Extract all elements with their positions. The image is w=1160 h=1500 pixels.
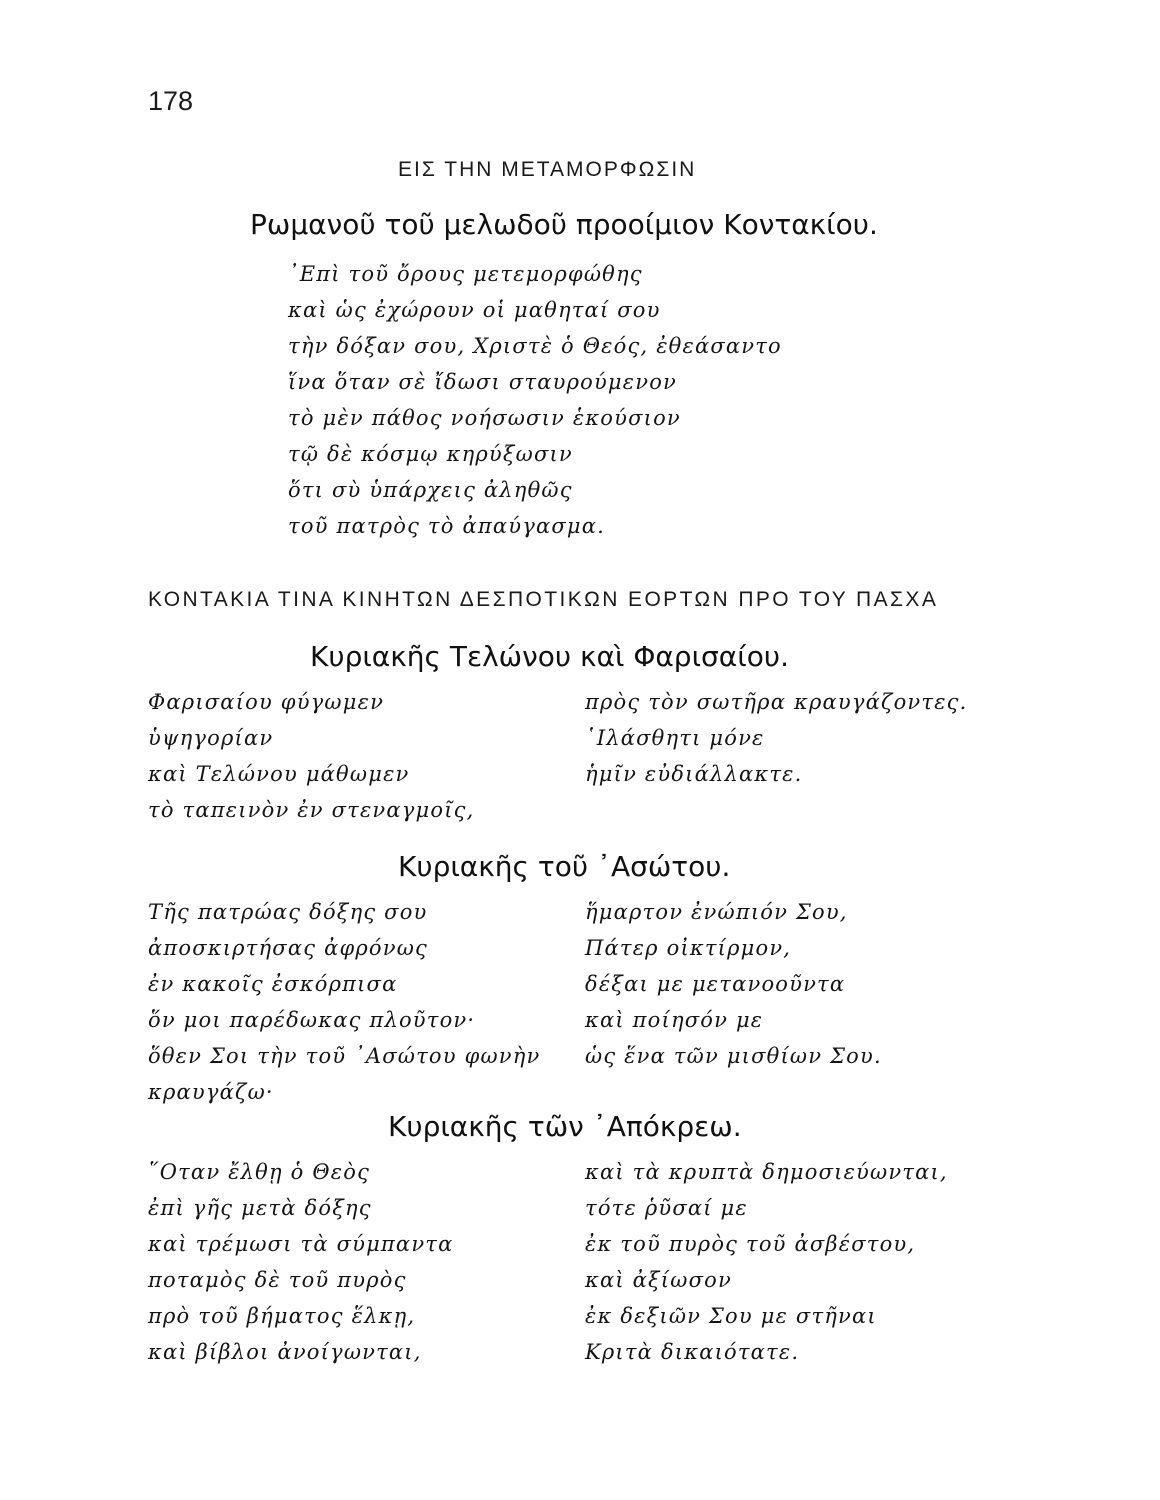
verse-line: καὶ ἀξίωσον bbox=[585, 1268, 732, 1292]
verse-line: καὶ τὰ κρυπτὰ δημοσιεύωνται, bbox=[585, 1160, 948, 1184]
hymn-title-publican-pharisee: Κυριακῆς Τελώνου καὶ Φαρισαίου. bbox=[310, 640, 789, 673]
verse-line: τοῦ πατρὸς τὸ ἀπαύγασμα. bbox=[288, 514, 605, 538]
verse-line: ὑψηγορίαν bbox=[148, 726, 274, 750]
hymn-right-column bbox=[585, 894, 882, 1074]
romanos-kontakion-verse bbox=[288, 256, 782, 544]
verse-line: τὴν δόξαν σου, Χριστὲ ὁ Θεός, ἐθεάσαντο bbox=[288, 334, 782, 358]
verse-line: Τῆς πατρώας δόξης σου bbox=[148, 900, 428, 924]
hymn-right-column bbox=[585, 1154, 948, 1370]
verse-line: ῾Ιλάσθητι μόνε bbox=[585, 726, 765, 750]
verse-line: δέξαι με μετανοοῦντα bbox=[585, 972, 846, 996]
verse-line: ἐν κακοῖς ἐσκόρπισα bbox=[148, 972, 398, 996]
hymn-title-prodigal-son: Κυριακῆς τοῦ ᾿Ασώτου. bbox=[398, 850, 731, 883]
verse-line: τὸ μὲν πάθος νοήσωσιν ἑκούσιον bbox=[288, 406, 681, 430]
verse-line: τὸ ταπεινὸν ἐν στεναγμοῖς, bbox=[148, 798, 475, 822]
verse-line: ποταμὸς δὲ τοῦ πυρὸς bbox=[148, 1268, 407, 1292]
verse-line: ὅθεν Σοι τὴν τοῦ ᾿Ασώτου φωνὴν bbox=[148, 1044, 541, 1068]
section-heading-movable-feasts: ΚΟΝΤΑΚΙΑ ΤΙΝΑ ΚΙΝΗΤΩΝ ΔΕΣΠΟΤΙΚΩΝ ΕΟΡΤΩΝ ΠΡΟ ΤΟΥ ΠΑΣΧΑ bbox=[148, 588, 939, 611]
verse-line: ὡς ἕνα τῶν μισθίων Σου. bbox=[585, 1044, 882, 1068]
verse-line: καὶ ὡς ἐχώρουν οἱ μαθηταί σου bbox=[288, 298, 661, 322]
hymn-left-column bbox=[148, 684, 474, 828]
verse-line: ἐκ δεξιῶν Σου με στῆναι bbox=[585, 1304, 877, 1328]
hymn-title-meatfare: Κυριακῆς τῶν ᾿Απόκρεω. bbox=[388, 1110, 742, 1143]
verse-line: ἡμῖν εὐδιάλλακτε. bbox=[585, 762, 803, 786]
hymn-right-column bbox=[585, 684, 968, 792]
verse-line: Κριτὰ δικαιότατε. bbox=[585, 1340, 800, 1364]
verse-line: τῷ δὲ κόσμῳ κηρύξωσιν bbox=[288, 442, 573, 466]
verse-line: τότε ῥῦσαί με bbox=[585, 1196, 748, 1220]
verse-line: ἐπὶ γῆς μετὰ δόξης bbox=[148, 1196, 372, 1220]
section-heading-metamorphosis: ΕΙΣ ΤΗΝ ΜΕΤΑΜΟΡΦΩΣΙΝ bbox=[398, 158, 697, 181]
verse-line: ὅτι σὺ ὑπάρχεις ἀληθῶς bbox=[288, 478, 573, 502]
verse-line: καὶ τρέμωσι τὰ σύμπαντα bbox=[148, 1232, 454, 1256]
verse-line: Φαρισαίου φύγωμεν bbox=[148, 690, 385, 714]
verse-line: ᾿Επὶ τοῦ ὄρους μετεμορφώθης bbox=[288, 262, 643, 286]
verse-line: ἀποσκιρτήσας ἀφρόνως bbox=[148, 936, 428, 960]
verse-line: πρὸ τοῦ βήματος ἕλκῃ, bbox=[148, 1304, 416, 1328]
verse-line: ἐκ τοῦ πυρὸς τοῦ ἀσβέστου, bbox=[585, 1232, 916, 1256]
verse-line: Πάτερ οἰκτίρμον, bbox=[585, 936, 792, 960]
verse-line: ὅν μοι παρέδωκας πλοῦτον· bbox=[148, 1008, 476, 1032]
hymn-left-column bbox=[148, 894, 541, 1110]
romanos-kontakion-title: Ρωμανοῦ τοῦ μελωδοῦ προοίμιον Κοντακίου. bbox=[250, 208, 878, 241]
verse-line: καὶ βίβλοι ἀνοίγωνται, bbox=[148, 1340, 422, 1364]
page-number: 178 bbox=[148, 86, 194, 116]
verse-line: καὶ ποίησόν με bbox=[585, 1008, 764, 1032]
verse-line: κραυγάζω· bbox=[148, 1080, 274, 1104]
verse-line: πρὸς τὸν σωτῆρα κραυγάζοντες. bbox=[585, 690, 968, 714]
verse-line: ῞Οταν ἔλθῃ ὁ Θεὸς bbox=[148, 1160, 371, 1184]
verse-line: ἥμαρτον ἐνώπιόν Σου, bbox=[585, 900, 848, 924]
verse-line: καὶ Τελώνου μάθωμεν bbox=[148, 762, 410, 786]
hymn-left-column bbox=[148, 1154, 453, 1370]
verse-line: ἵνα ὅταν σὲ ἴδωσι σταυρούμενον bbox=[288, 370, 678, 394]
